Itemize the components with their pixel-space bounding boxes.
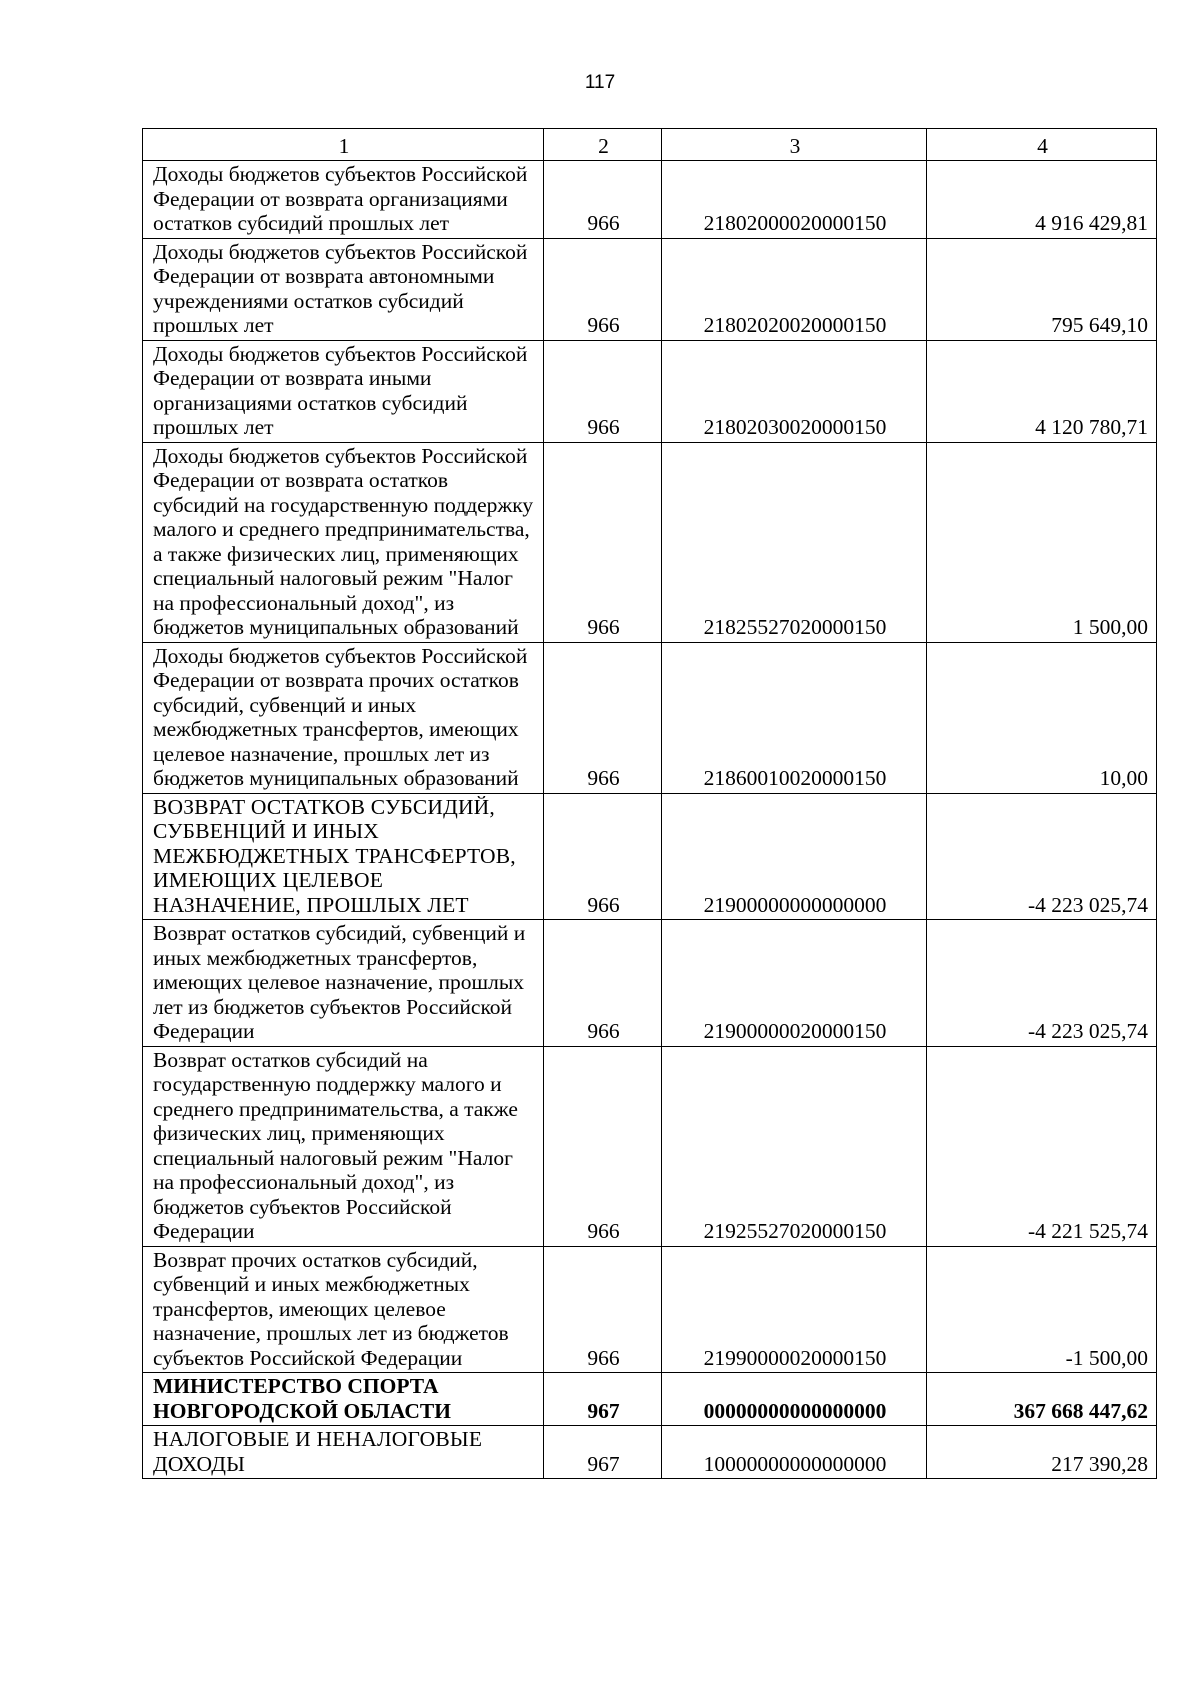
table-body	[143, 161, 1157, 1479]
row-description: ВОЗВРАТ ОСТАТКОВ СУБСИДИЙ, СУБВЕНЦИЙ И ИНЫХ МЕЖБЮДЖЕТНЫХ ТРАНСФЕРТОВ, ИМЕЮЩИХ ЦЕЛЕВОЕ НАЗНАЧЕНИЕ, ПРОШЛЫХ ЛЕТ	[143, 793, 544, 920]
row-description: Доходы бюджетов субъектов Российской Федерации от возврата автономными учреждениями остатков субсидий прошлых лет	[143, 238, 544, 340]
row-admin-code: 967	[544, 1426, 662, 1479]
row-budget-code: 21802030020000150	[662, 340, 927, 442]
row-budget-code: 21860010020000150	[662, 642, 927, 793]
row-amount: 4 916 429,81	[927, 161, 1157, 239]
column-header-4: 4	[927, 129, 1157, 161]
row-budget-code: 21802000020000150	[662, 161, 927, 239]
column-header-2: 2	[544, 129, 662, 161]
row-budget-code: 21825527020000150	[662, 442, 927, 642]
header-row	[143, 129, 1157, 161]
row-amount: -4 223 025,74	[927, 920, 1157, 1047]
row-description: Доходы бюджетов субъектов Российской Федерации от возврата прочих остатков субсидий, субвенций и иных межбюджетных трансфертов, имеющих целевое назначение, прошлых лет из бюджетов муниципальных образований	[143, 642, 544, 793]
row-amount: 217 390,28	[927, 1426, 1157, 1479]
row-amount: 795 649,10	[927, 238, 1157, 340]
table-row	[143, 642, 1157, 793]
row-budget-code: 21802020020000150	[662, 238, 927, 340]
row-admin-code: 966	[544, 642, 662, 793]
row-admin-code: 966	[544, 920, 662, 1047]
column-header-3: 3	[662, 129, 927, 161]
table-row	[143, 238, 1157, 340]
budget-table	[142, 128, 1157, 1479]
row-budget-code: 21900000020000150	[662, 920, 927, 1047]
row-description: Доходы бюджетов субъектов Российской Федерации от возврата иными организациями остатков субсидий прошлых лет	[143, 340, 544, 442]
row-amount: -1 500,00	[927, 1246, 1157, 1373]
row-admin-code: 967	[544, 1373, 662, 1426]
row-admin-code: 966	[544, 1246, 662, 1373]
row-admin-code: 966	[544, 340, 662, 442]
row-budget-code: 10000000000000000	[662, 1426, 927, 1479]
table-row	[143, 920, 1157, 1047]
table-row	[143, 1373, 1157, 1426]
table-row	[143, 1426, 1157, 1479]
row-description: Возврат остатков субсидий на государственную поддержку малого и среднего предпринимательства, а также физических лиц, применяющих специальный налоговый режим "Налог на профессиональный доход", из бюджетов субъектов Российской Федерации	[143, 1046, 544, 1246]
row-description: Доходы бюджетов субъектов Российской Федерации от возврата остатков субсидий на государственную поддержку малого и среднего предпринимательства, а также физических лиц, применяющих специальный налоговый режим "Налог на профессиональный доход", из бюджетов муниципальных образований	[143, 442, 544, 642]
row-budget-code: 21925527020000150	[662, 1046, 927, 1246]
table-row	[143, 1246, 1157, 1373]
row-budget-code: 21990000020000150	[662, 1246, 927, 1373]
row-description: Возврат остатков субсидий, субвенций и иных межбюджетных трансфертов, имеющих целевое назначение, прошлых лет из бюджетов субъектов Российской Федерации	[143, 920, 544, 1047]
row-amount: 367 668 447,62	[927, 1373, 1157, 1426]
row-admin-code: 966	[544, 442, 662, 642]
row-budget-code: 00000000000000000	[662, 1373, 927, 1426]
row-amount: 1 500,00	[927, 442, 1157, 642]
row-amount: 4 120 780,71	[927, 340, 1157, 442]
table-row	[143, 161, 1157, 239]
row-description: МИНИСТЕРСТВО СПОРТА НОВГОРОДСКОЙ ОБЛАСТИ	[143, 1373, 544, 1426]
row-amount: 10,00	[927, 642, 1157, 793]
row-admin-code: 966	[544, 238, 662, 340]
column-header-1: 1	[143, 129, 544, 161]
row-admin-code: 966	[544, 793, 662, 920]
table-row	[143, 442, 1157, 642]
row-admin-code: 966	[544, 161, 662, 239]
row-amount: -4 221 525,74	[927, 1046, 1157, 1246]
row-budget-code: 21900000000000000	[662, 793, 927, 920]
row-amount: -4 223 025,74	[927, 793, 1157, 920]
table-row	[143, 1046, 1157, 1246]
row-description: Доходы бюджетов субъектов Российской Федерации от возврата организациями остатков субсидий прошлых лет	[143, 161, 544, 239]
table-row	[143, 793, 1157, 920]
row-description: НАЛОГОВЫЕ И НЕНАЛОГОВЫЕ ДОХОДЫ	[143, 1426, 544, 1479]
table-row	[143, 340, 1157, 442]
row-admin-code: 966	[544, 1046, 662, 1246]
page-number: 117	[584, 72, 616, 93]
row-description: Возврат прочих остатков субсидий, субвенций и иных межбюджетных трансфертов, имеющих целевое назначение, прошлых лет из бюджетов субъектов Российской Федерации	[143, 1246, 544, 1373]
